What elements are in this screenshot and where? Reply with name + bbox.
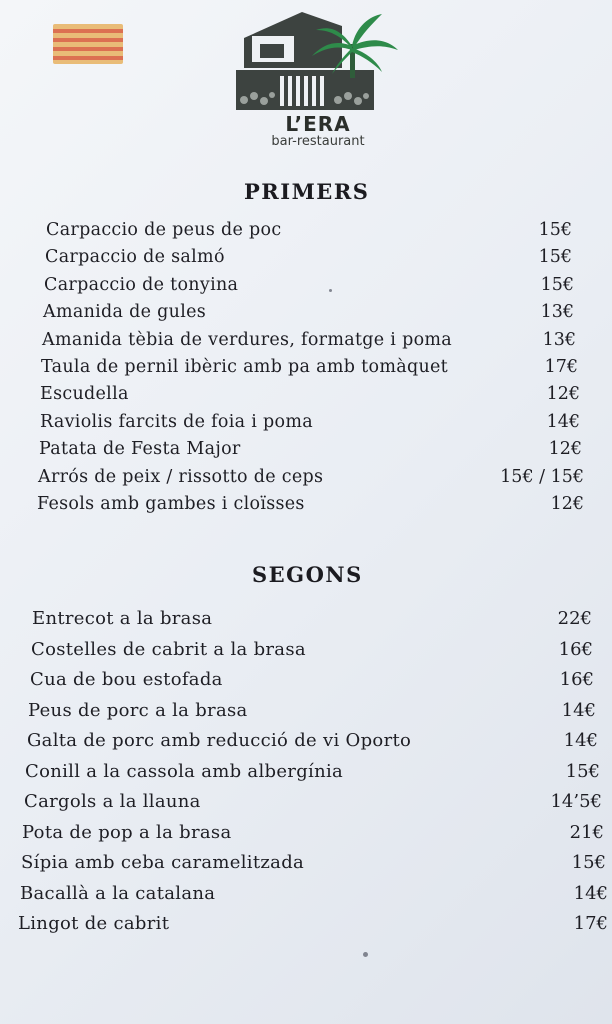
- dish-price: 12€: [548, 439, 582, 460]
- list-item: [40, 327, 588, 354]
- segons-list: [18, 604, 608, 940]
- catalan-flag-icon: [53, 24, 123, 64]
- list-item: [18, 787, 608, 818]
- dish-price: 17€: [544, 356, 578, 377]
- dish-name: Galta de porc amb reducció de vi Oporto: [27, 730, 412, 751]
- primers-list: [37, 217, 588, 518]
- dish-name: Carpaccio de peus de poc: [46, 220, 282, 240]
- dish-name: Lingot de cabrit: [18, 913, 170, 934]
- dish-price: 14’5€: [550, 791, 602, 812]
- list-item: [40, 217, 588, 244]
- dish-name: Carpaccio de tonyina: [44, 274, 239, 295]
- dish-price: 15€: [538, 247, 572, 268]
- list-item: [40, 464, 588, 491]
- list-item: [18, 818, 608, 849]
- list-item: [40, 436, 588, 463]
- list-item: [18, 909, 608, 940]
- list-item: [40, 272, 588, 299]
- dish-name: Pota de pop a la brasa: [22, 821, 232, 843]
- list-item: [18, 726, 608, 757]
- dish-price: 17€: [573, 913, 608, 934]
- dish-name: Bacallà a la catalana: [20, 882, 216, 904]
- restaurant-logo: [232, 8, 402, 148]
- list-item: [18, 665, 608, 696]
- dish-price: 16€: [558, 638, 593, 660]
- list-item: [40, 244, 588, 271]
- dish-name: Peus de porc a la brasa: [28, 699, 248, 721]
- dish-name: Fesols amb gambes i cloïsses: [37, 493, 305, 514]
- list-item: [18, 635, 608, 666]
- section-title-primers: PRIMERS: [244, 179, 370, 204]
- dish-price: 14€: [563, 730, 598, 751]
- dish-price: 15€: [571, 852, 606, 873]
- brand-subtitle: bar-restaurant: [271, 134, 365, 149]
- dish-name: Patata de Festa Major: [39, 439, 241, 460]
- dish-price: 14€: [573, 882, 608, 904]
- dish-price: 15€: [565, 760, 600, 782]
- list-item: [18, 757, 608, 788]
- dish-name: Sípia amb ceba caramelitzada: [21, 852, 305, 873]
- dish-name: Conill a la cassola amb albergínia: [25, 760, 344, 782]
- dish-name: Amanida de gules: [43, 302, 207, 323]
- dish-price: 15€: [538, 220, 572, 240]
- dish-price: 16€: [559, 669, 594, 690]
- brand-name: L’ERA: [285, 112, 351, 136]
- list-item: [40, 299, 588, 326]
- dish-name: Costelles de cabrit a la brasa: [31, 638, 306, 660]
- dish-price: 13€: [542, 329, 576, 350]
- list-item: [40, 354, 588, 381]
- dish-name: Raviolis farcits de foia i poma: [40, 411, 313, 432]
- dish-price: 15€ / 15€: [500, 466, 584, 487]
- list-item: [18, 604, 608, 635]
- paper-mark: [363, 952, 368, 957]
- dish-price: 14€: [561, 699, 596, 721]
- dish-name: Taula de pernil ibèric amb pa amb tomàquet: [41, 356, 449, 377]
- dish-name: Cargols a la llauna: [24, 791, 201, 812]
- dish-name: Arrós de peix / rissotto de ceps: [38, 466, 324, 487]
- dish-price: 13€: [540, 302, 574, 323]
- list-item: [18, 848, 608, 879]
- list-item: [40, 409, 588, 436]
- dish-name: Carpaccio de salmó: [45, 247, 225, 268]
- list-item: [18, 879, 608, 910]
- list-item: [40, 381, 588, 408]
- dish-name: Amanida tèbia de verdures, formatge i poma: [42, 329, 453, 350]
- dish-price: 14€: [546, 411, 580, 432]
- dish-price: 12€: [546, 384, 580, 405]
- dish-price: 21€: [569, 821, 604, 843]
- dish-name: Cua de bou estofada: [30, 669, 223, 690]
- dish-price: 12€: [550, 493, 584, 514]
- paper-mark: [329, 289, 332, 292]
- dish-name: Entrecot a la brasa: [32, 608, 213, 629]
- section-title-segons: SEGONS: [252, 562, 363, 587]
- dish-price: 22€: [557, 608, 592, 629]
- house-palm-logo-icon: [232, 8, 402, 112]
- dish-name: Escudella: [40, 384, 129, 405]
- dish-price: 15€: [540, 274, 574, 295]
- list-item: [18, 696, 608, 727]
- list-item: [37, 491, 588, 518]
